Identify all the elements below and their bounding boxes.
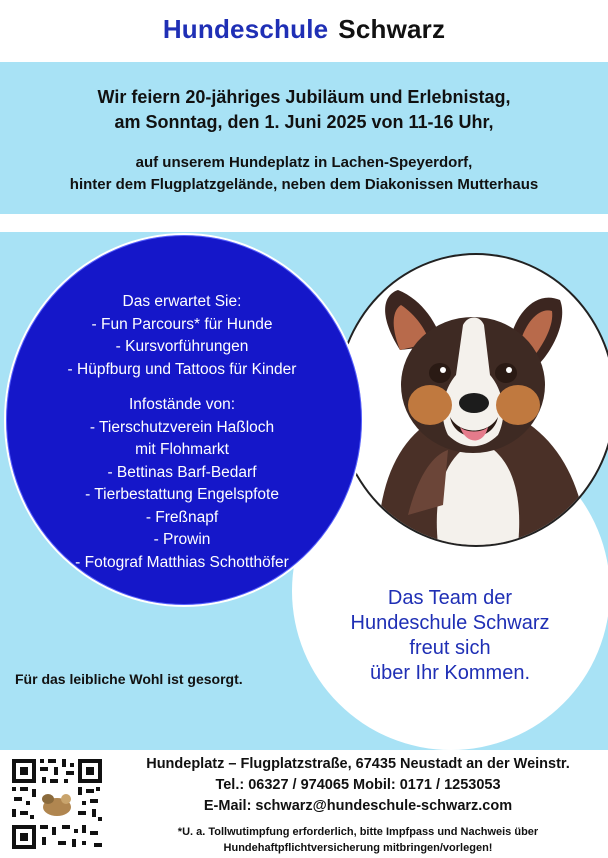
program-list xyxy=(4,291,360,574)
infostand-item: - Bettinas Barf-Bedarf xyxy=(107,463,257,481)
offer-item: - Fun Parcours* für Hunde xyxy=(91,315,273,333)
contact-email[interactable]: E-Mail: schwarz@hundeschule-schwarz.com xyxy=(203,798,513,814)
event-line-1: Wir feiern 20-jähriges Jubiläum und Erlebnistag, xyxy=(97,87,511,107)
contact-address: Hundeplatz – Flugplatzstraße, 67435 Neustadt an der Weinstr. xyxy=(146,756,570,772)
offer-item: - Hüpfburg und Tattoos für Kinder xyxy=(67,360,297,378)
offer-item: - Kursvorführungen xyxy=(115,338,249,355)
team-line-2: Hundeschule Schwarz xyxy=(350,612,550,634)
infostand-item: mit Flohmarkt xyxy=(135,441,229,458)
page-title xyxy=(0,14,608,45)
list-spacer xyxy=(4,381,360,394)
infostand-item: - Fotograf Matthias Schotthöfer xyxy=(75,553,289,571)
event-info-band xyxy=(0,62,608,214)
team-line-1: Das Team der xyxy=(387,587,513,609)
dog-icon xyxy=(338,255,608,545)
event-line-3: auf unserem Hundeplatz in Lachen-Speyerdorf, xyxy=(135,154,473,171)
dog-illustration xyxy=(336,253,608,547)
infostands-heading: Infostände von: xyxy=(129,396,235,413)
team-line-3: freut sich xyxy=(409,637,491,659)
qr-code-icon[interactable] xyxy=(10,757,104,851)
event-line-4: hinter dem Flugplatzgelände, neben dem Diakonissen Mutterhaus xyxy=(69,176,539,193)
team-message xyxy=(300,586,600,686)
header xyxy=(0,0,608,60)
catering-note: Für das leibliche Wohl ist gesorgt. xyxy=(15,671,243,687)
offers-heading: Das erwartet Sie: xyxy=(122,293,242,310)
event-line-2: am Sonntag, den 1. Juni 2025 von 11-16 Uhr, xyxy=(114,112,494,132)
infostand-item: - Prowin xyxy=(153,531,211,548)
infostand-item: - Freßnapf xyxy=(145,508,219,526)
infostand-item: - Tierschutzverein Haßloch xyxy=(89,418,275,436)
footnote-line-1: *U. a. Tollwutimpfung erforderlich, bitte Impfpass und Nachweis über xyxy=(177,826,539,838)
contact-phone: Tel.: 06327 / 974065 Mobil: 0171 / 1253053 xyxy=(215,777,501,793)
team-line-4: über Ihr Kommen. xyxy=(369,662,531,684)
title-hundeschule: Hundeschule xyxy=(162,14,329,44)
title-schwarz: Schwarz xyxy=(338,14,446,44)
footnote-line-2: Hundehaftpflichtversicherung mitbringen/vorlegen! xyxy=(223,842,493,854)
infostand-item: - Tierbestattung Engelspfote xyxy=(85,486,279,503)
